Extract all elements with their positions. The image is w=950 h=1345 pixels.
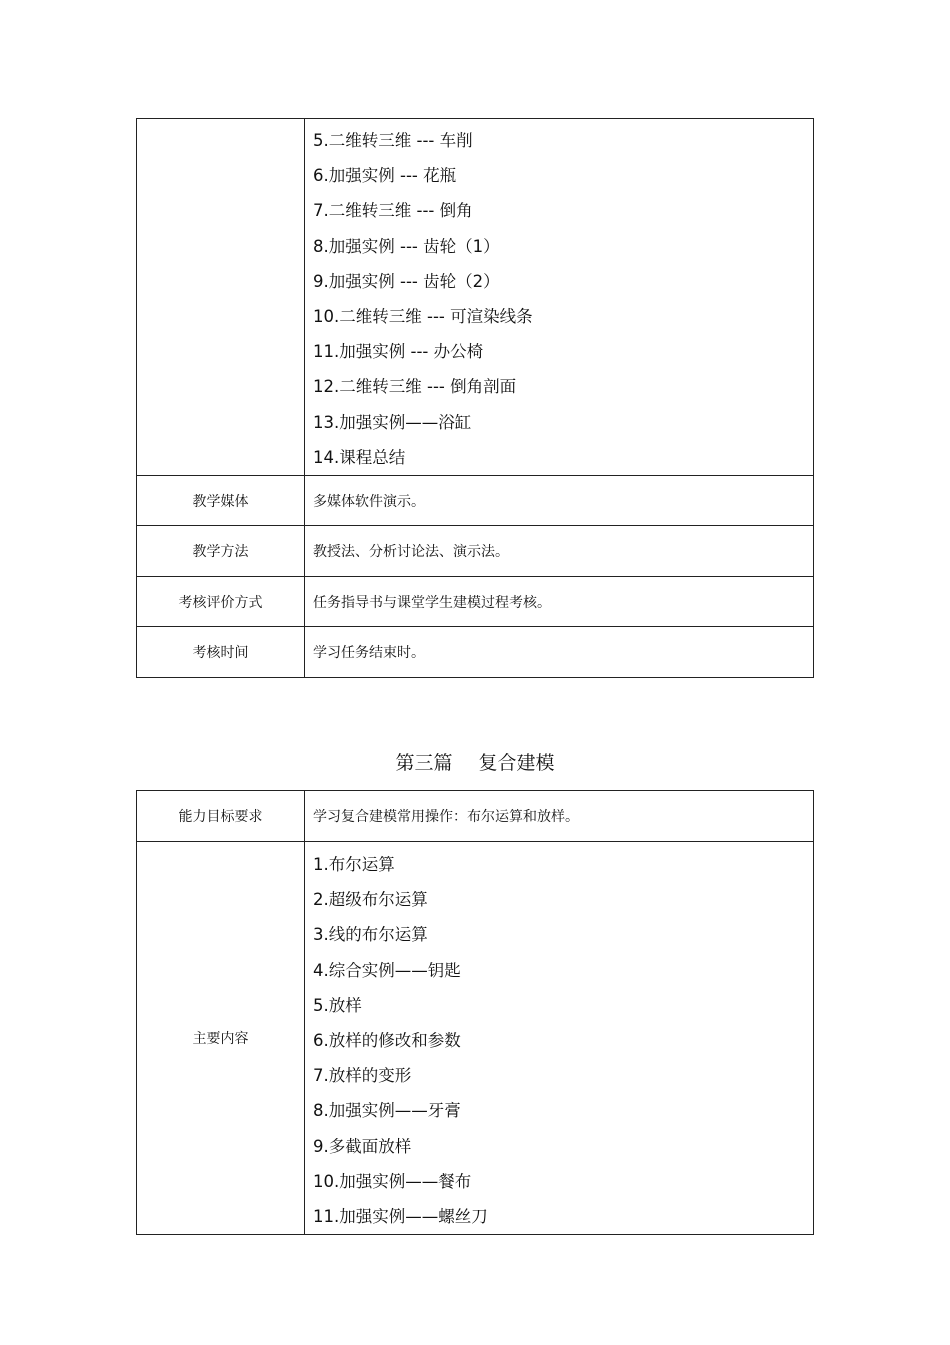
- list-item: 13.加强实例——浴缸: [313, 412, 472, 432]
- list-item: 10.加强实例——餐布: [313, 1171, 472, 1191]
- content-label-empty: [137, 119, 305, 476]
- ability-goal-label: 能力目标要求: [137, 791, 305, 842]
- content-list: [313, 119, 813, 475]
- main-content-label: 主要内容: [137, 842, 305, 1235]
- list-item: 11.加强实例——螺丝刀: [313, 1206, 488, 1226]
- list-item: 11.加强实例 --- 办公椅: [313, 342, 484, 362]
- section-title: [0, 749, 950, 777]
- list-item: 6.放样的修改和参数: [313, 1030, 461, 1050]
- assessment-time-value: 学习任务结束时。: [305, 627, 814, 678]
- list-item: 8.加强实例——牙膏: [313, 1101, 461, 1121]
- course-table-part2: [136, 118, 814, 678]
- teaching-media-row: [137, 475, 814, 526]
- list-item: 6.加强实例 --- 花瓶: [313, 166, 457, 186]
- list-item: 14.课程总结: [313, 447, 406, 467]
- list-item: 7.放样的变形: [313, 1066, 412, 1086]
- course-table-part3: [136, 790, 814, 1235]
- teaching-method-label: 教学方法: [137, 526, 305, 577]
- list-item: 1.布尔运算: [313, 855, 395, 874]
- list-item: 2.超级布尔运算: [313, 890, 428, 910]
- teaching-media-value: 多媒体软件演示。: [305, 475, 814, 526]
- list-item: 10.二维转三维 --- 可渲染线条: [313, 306, 533, 326]
- list-item: 3.线的布尔运算: [313, 925, 428, 945]
- list-item: 5.二维转三维 --- 车削: [313, 131, 473, 150]
- teaching-method-value: 教授法、分析讨论法、演示法。: [305, 526, 814, 577]
- assessment-time-label: 考核时间: [137, 627, 305, 678]
- main-content-row: [137, 842, 814, 1235]
- assessment-method-value: 任务指导书与课堂学生建模过程考核。: [305, 576, 814, 627]
- section-title-name: 复合建模: [478, 752, 555, 774]
- main-content-list: [313, 842, 813, 1234]
- assessment-method-row: [137, 576, 814, 627]
- list-item: 5.放样: [313, 995, 362, 1015]
- assessment-method-label: 考核评价方式: [137, 576, 305, 627]
- ability-goal-row: [137, 791, 814, 842]
- list-item: 12.二维转三维 --- 倒角剖面: [313, 377, 517, 397]
- main-content-list-cell: [305, 842, 814, 1235]
- list-item: 9.加强实例 --- 齿轮（2）: [313, 271, 500, 291]
- content-row: [137, 119, 814, 476]
- list-item: 4.综合实例——钥匙: [313, 960, 461, 980]
- list-item: 7.二维转三维 --- 倒角: [313, 201, 473, 221]
- assessment-time-row: [137, 627, 814, 678]
- list-item: 9.多截面放样: [313, 1136, 412, 1156]
- section-title-number: 第三篇: [395, 752, 453, 774]
- teaching-media-label: 教学媒体: [137, 475, 305, 526]
- teaching-method-row: [137, 526, 814, 577]
- list-item: 8.加强实例 --- 齿轮（1）: [313, 236, 500, 256]
- ability-goal-value: 学习复合建模常用操作：布尔运算和放样。: [305, 791, 814, 842]
- content-list-cell: [305, 119, 814, 476]
